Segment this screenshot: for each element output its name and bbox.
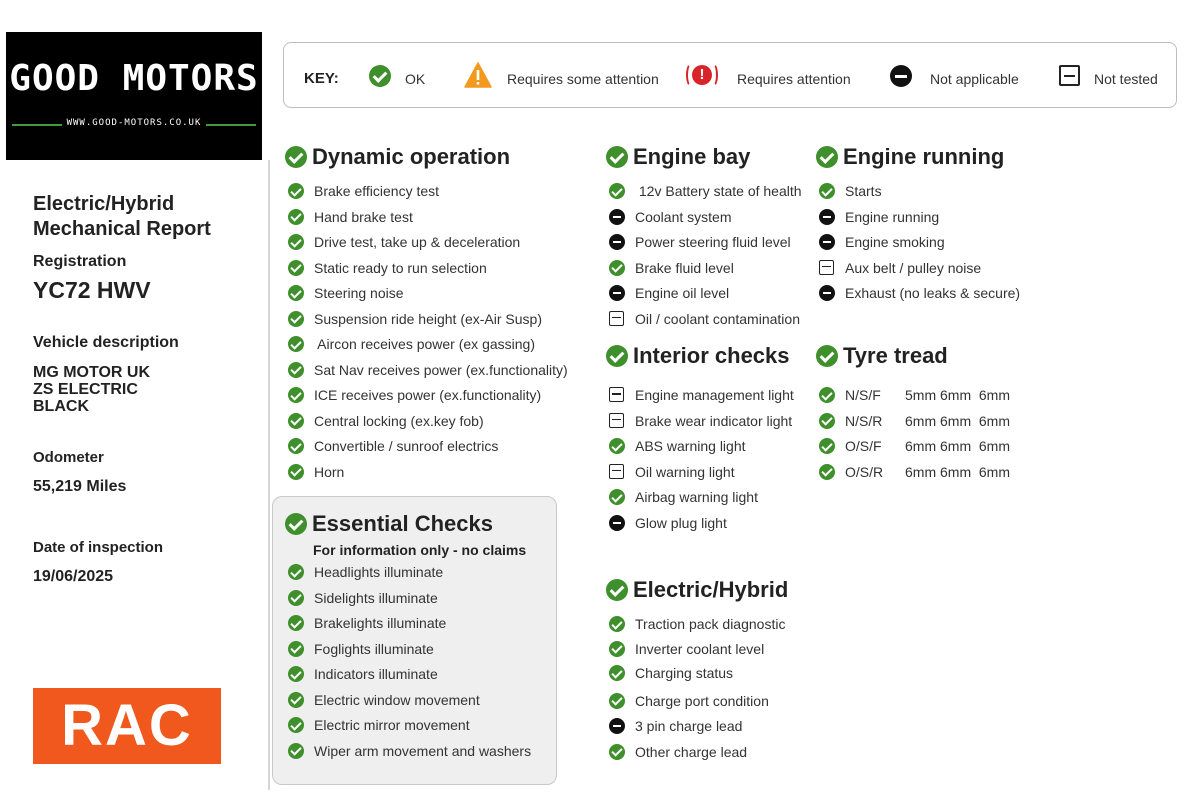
section-title-engine-bay: Engine bay: [606, 144, 750, 170]
tyre-tread-values: 6mm 6mm 6mm: [905, 438, 1010, 454]
item-label: Sat Nav receives power (ex.functionality): [314, 361, 568, 378]
list-item: [288, 463, 568, 489]
ok-icon: [606, 579, 628, 601]
list-item: [288, 437, 568, 463]
ok-icon: [609, 260, 625, 276]
list-item: [609, 692, 785, 718]
ok-icon: [369, 65, 391, 92]
item-label: Engine running: [845, 208, 940, 225]
report-title: [33, 192, 211, 242]
ok-icon: [288, 285, 304, 301]
section-title-dynamic: Dynamic operation: [285, 144, 510, 170]
ok-icon: [288, 464, 304, 480]
key-not-applicable-label: Not applicable: [930, 71, 1019, 87]
inspection-date-value: 19/06/2025: [33, 568, 114, 585]
not-applicable-icon: [609, 285, 625, 301]
item-label: Indicators illuminate: [314, 666, 438, 682]
item-label: Horn: [314, 463, 345, 480]
item-label: Oil / coolant contamination: [635, 310, 800, 327]
section-title-interior: Interior checks: [606, 343, 790, 369]
key-not-tested-label: Not tested: [1094, 71, 1158, 87]
item-label: Foglights illuminate: [314, 640, 434, 657]
tyre-position: N/S/F: [845, 387, 881, 403]
item-label: 12v Battery state of health: [635, 183, 802, 199]
vehicle-model: ZS ELECTRIC: [33, 381, 138, 398]
engine-running-list: [819, 182, 1020, 310]
vehicle-description-value: [33, 364, 150, 415]
alert-circle-icon: !: [686, 63, 718, 92]
not-tested-icon: [609, 464, 624, 479]
item-label: ABS warning light: [635, 438, 746, 454]
item-label: Aux belt / pulley noise: [845, 259, 982, 276]
item-label: Starts: [845, 183, 882, 199]
list-item: [288, 386, 568, 412]
not-applicable-icon: [890, 65, 912, 92]
list-item: [288, 589, 531, 615]
list-item: [819, 182, 1020, 208]
list-item: [819, 412, 1010, 438]
list-item: [609, 182, 802, 208]
interior-checks-list: [609, 386, 794, 539]
item-label: Brake efficiency test: [314, 183, 440, 199]
list-item: [288, 310, 568, 336]
list-item: [609, 463, 794, 489]
ok-icon: [288, 336, 304, 352]
not-applicable-icon: [609, 234, 625, 250]
item-label: Static ready to run selection: [314, 259, 487, 276]
warning-triangle-icon: [464, 62, 492, 93]
item-label: Engine management light: [635, 387, 794, 403]
list-item: [609, 743, 785, 769]
item-label: Coolant system: [635, 208, 732, 225]
ok-icon: [288, 387, 304, 403]
item-label: Other charge lead: [635, 743, 748, 760]
dynamic-operation-list: [288, 182, 568, 488]
tyre-tread-values: 6mm 6mm 6mm: [905, 412, 1010, 429]
section-title-electric: Electric/Hybrid: [606, 577, 788, 603]
not-applicable-icon: [609, 515, 625, 531]
item-label: Drive test, take up & deceleration: [314, 234, 521, 250]
tyre-tread-values: 5mm 6mm 6mm: [905, 387, 1010, 403]
ok-icon: [819, 387, 835, 403]
section-title-tyre: Tyre tread: [816, 343, 948, 369]
good-motors-logo: [6, 32, 262, 160]
list-item: [609, 386, 794, 412]
ok-icon: [288, 234, 304, 250]
item-label: Aircon receives power (ex gassing): [314, 336, 535, 352]
list-item: [288, 614, 531, 640]
ok-icon: [819, 183, 835, 199]
ok-icon: [288, 260, 304, 276]
list-item: [819, 259, 1020, 285]
list-item: [288, 182, 568, 208]
ok-icon: [288, 743, 304, 759]
key-title: KEY:: [304, 70, 339, 87]
item-label: Engine smoking: [845, 234, 945, 250]
not-applicable-icon: [819, 209, 835, 225]
list-item: [288, 665, 531, 691]
ok-icon: [288, 590, 304, 606]
item-label: Headlights illuminate: [314, 564, 444, 580]
ok-icon: [288, 692, 304, 708]
ok-icon: [819, 464, 835, 480]
item-label: Oil warning light: [635, 463, 735, 480]
item-label: Central locking (ex.key fob): [314, 412, 484, 429]
not-applicable-icon: [609, 209, 625, 225]
vehicle-colour: BLACK: [33, 398, 89, 415]
ok-icon: [285, 513, 307, 535]
ok-icon: [288, 183, 304, 199]
item-label: Wiper arm movement and washers: [314, 742, 532, 759]
item-label: Inverter coolant level: [635, 640, 765, 657]
engine-bay-list: [609, 182, 802, 335]
list-item: [609, 259, 802, 285]
ok-icon: [819, 438, 835, 454]
item-label: Charge port condition: [635, 692, 769, 709]
item-label: Electric mirror movement: [314, 717, 470, 733]
list-item: [609, 717, 785, 743]
not-tested-icon: [1059, 65, 1080, 91]
rac-logo: [33, 688, 221, 764]
tyre-position: N/S/R: [845, 412, 883, 429]
logo-url-text: WWW.GOOD-MOTORS.CO.UK: [66, 118, 202, 128]
not-tested-icon: [609, 413, 624, 428]
ok-icon: [288, 564, 304, 580]
ok-icon: [609, 183, 625, 199]
item-label: Convertible / sunroof electrics: [314, 438, 499, 454]
list-item: [819, 437, 1010, 463]
ok-icon: [288, 311, 304, 327]
list-item: [288, 563, 531, 589]
list-item: [819, 463, 1010, 489]
ok-icon: [288, 438, 304, 454]
list-item: [609, 284, 802, 310]
tyre-position: O/S/R: [845, 463, 884, 480]
item-label: Sidelights illuminate: [314, 589, 438, 606]
item-label: Suspension ride height (ex-Air Susp): [314, 310, 543, 327]
ok-icon: [609, 616, 625, 632]
ok-icon: [816, 146, 838, 168]
vehicle-description-label: Vehicle description: [33, 334, 179, 351]
registration-label: Registration: [33, 253, 127, 270]
list-item: [288, 259, 568, 285]
list-item: [609, 640, 785, 665]
item-label: Hand brake test: [314, 208, 413, 225]
list-item: [288, 640, 531, 666]
vehicle-make: MG MOTOR UK: [33, 364, 151, 381]
tyre-tread-values: 6mm 6mm 6mm: [905, 463, 1010, 480]
item-label: Steering noise: [314, 285, 404, 301]
item-label: Glow plug light: [635, 514, 727, 531]
list-item: [819, 284, 1020, 310]
item-label: Brakelights illuminate: [314, 615, 447, 631]
ok-icon: [816, 345, 838, 367]
ok-icon: [606, 345, 628, 367]
list-item: [288, 742, 531, 768]
item-label: Charging status: [635, 665, 734, 681]
list-item: [288, 691, 531, 717]
list-item: [288, 361, 568, 387]
ok-icon: [288, 641, 304, 657]
list-item: [288, 412, 568, 438]
odometer-label: Odometer: [33, 449, 104, 466]
inspection-date-label: Date of inspection: [33, 539, 164, 556]
ok-icon: [288, 209, 304, 225]
not-tested-icon: [609, 387, 624, 402]
ok-icon: [609, 489, 625, 505]
list-item: [609, 310, 802, 336]
ok-icon: [606, 146, 628, 168]
item-label: ICE receives power (ex.functionality): [314, 387, 542, 403]
report-title-line2: Mechanical Report: [33, 218, 211, 240]
item-label: Traction pack diagnostic: [635, 616, 786, 632]
ok-icon: [285, 146, 307, 168]
ok-icon: [288, 413, 304, 429]
list-item: [609, 488, 794, 514]
ok-icon: [609, 693, 625, 709]
item-label: 3 pin charge lead: [635, 718, 743, 734]
list-item: [609, 615, 785, 640]
ok-icon: [609, 744, 625, 760]
item-label: Exhaust (no leaks & secure): [845, 285, 1021, 301]
logo-brand-text: GOOD MOTORS: [9, 58, 259, 99]
list-item: [609, 664, 785, 692]
ok-icon: [288, 615, 304, 631]
not-applicable-icon: [609, 718, 625, 734]
list-item: [288, 284, 568, 310]
key-ok-label: OK: [405, 71, 426, 87]
key-some-attention-label: Requires some attention: [507, 71, 659, 87]
essential-checks-list: [288, 563, 531, 767]
not-tested-icon: [609, 311, 624, 326]
ok-icon: [609, 665, 625, 681]
item-label: Electric window movement: [314, 691, 480, 708]
tyre-position: O/S/F: [845, 438, 882, 454]
odometer-value: 55,219 Miles: [33, 478, 127, 495]
item-label: Power steering fluid level: [635, 234, 791, 250]
list-item: [609, 208, 802, 234]
ok-icon: [288, 666, 304, 682]
column-divider: [268, 160, 270, 790]
not-applicable-icon: [819, 234, 835, 250]
list-item: [288, 335, 568, 361]
list-item: [609, 412, 794, 438]
tyre-tread-list: [819, 386, 1010, 488]
rac-logo-text: RAC: [61, 693, 193, 758]
ok-icon: [609, 641, 625, 657]
section-title-essential: Essential Checks: [285, 511, 493, 537]
list-item: [819, 386, 1010, 412]
list-item: [609, 437, 794, 463]
list-item: [288, 233, 568, 259]
list-item: [288, 716, 531, 742]
ok-icon: [288, 717, 304, 733]
list-item: [819, 208, 1020, 234]
registration-value: YC72 HWV: [33, 277, 151, 303]
list-item: [819, 233, 1020, 259]
section-title-engine-running: Engine running: [816, 144, 1004, 170]
ok-icon: [819, 413, 835, 429]
electric-hybrid-list: [609, 615, 785, 768]
not-tested-icon: [819, 260, 834, 275]
logo-divider-right: [206, 124, 256, 126]
not-applicable-icon: [819, 285, 835, 301]
list-item: [609, 233, 802, 259]
item-label: Brake fluid level: [635, 259, 734, 276]
item-label: Engine oil level: [635, 285, 730, 301]
list-item: [609, 514, 794, 540]
key-attention-label: Requires attention: [737, 71, 851, 87]
item-label: Airbag warning light: [635, 489, 758, 505]
essential-checks-note: For information only - no claims: [313, 542, 527, 558]
list-item: [288, 208, 568, 234]
report-title-line1: Electric/Hybrid: [33, 193, 175, 215]
ok-icon: [609, 438, 625, 454]
item-label: Brake wear indicator light: [635, 412, 793, 429]
ok-icon: [288, 362, 304, 378]
status-key: [283, 42, 1177, 108]
